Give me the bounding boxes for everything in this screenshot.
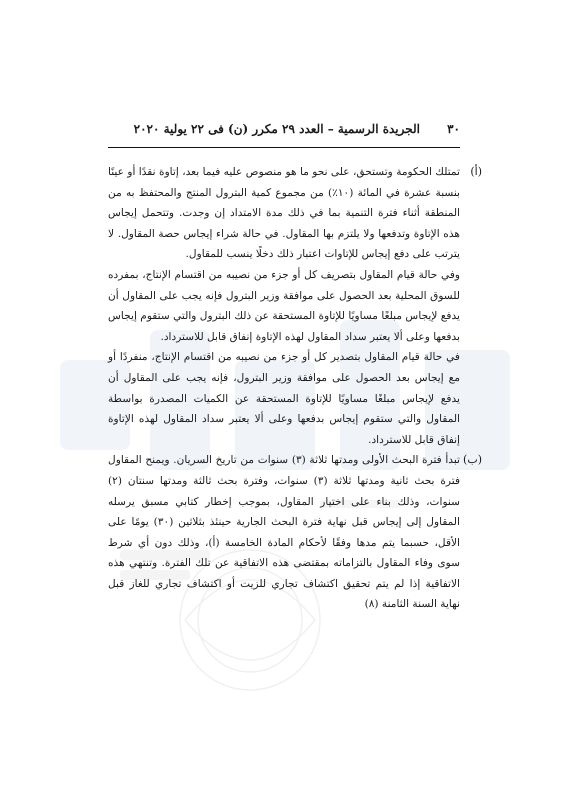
paragraph-export [108, 347, 460, 450]
header-divider [108, 147, 460, 148]
gazette-title: الجريدة الرسمية – العدد ٢٩ مكرر (ن) فى ٢٢ يولية ٢٠٢٠ [133, 122, 420, 136]
page-header [108, 118, 460, 140]
paragraph-text: وفي حالة قيام المقاول بتصريف كل أو جزء من نصيبه من اقتسام الإنتاج، بمفرده للسوق المحلية بعد الحصول على موافقة وزير البترول فإنه يجب على المقاول أن يدفع لإيجاس مبلغًا مساويًا للإتاوة المستحقة عن ذلك البترول والتي ستقوم إيجاس بدفعها وعلى ألا يعتبر سداد المقاول لهذه الإتاوة إنفاق قابل للاسترداد. [108, 268, 460, 343]
paragraph-text: في حالة قيام المقاول بتصدير كل أو جزء من نصيبه من اقتسام الإنتاج، منفردًا أو مع إيجاس بعد الحصول على موافقة وزير البترول، فإنه يجب على المقاول أن يدفع لإيجاس مبلغًا مساويًا للإتاوة المستحقة عن الكميات المصدرة بواسطة المقاول والتي ستقوم إيجاس بدفعها وعلى ألا يعتبر سداد المقاول لهذه الإتاوة إنفاق قابل للاسترداد. [108, 351, 460, 446]
paragraph-marker: (ب) [463, 453, 482, 467]
paragraph-a [108, 162, 482, 265]
page-number: ٣٠ [447, 122, 460, 136]
paragraph-text: تمتلك الحكومة وتستحق، على نحو ما هو منصوص عليه فيما بعد، إتاوة نقدًا أو عينًا بنسبة عشرة في المائة (١٠٪) من مجموع كمية البترول المنتج والمحتفظ به من المنطقة أثناء فترة التنمية بما في ذلك مدة الامتداد إن وجدت. وتتحمل إيجاس هذه الإتاوة وتدفعها ولا يلتزم بها المقاول. في حالة شراء إيجاس حصة المقاول. لا يترتب على دفع إيجاس للإتاوات اعتبار ذلك دخلًا ينسب للمقاول. [108, 166, 460, 261]
paragraph-text: تبدأ فترة البحث الأولى ومدتها ثلاثة (٣) سنوات من تاريخ السريان. ويمنح المقاول فترة بحث ثانية ومدتها ثلاثة (٣) سنوات، وفترة بحث ثالثة ومدتها سنتان (٢) سنوات، وذلك بناء على اختيار المقاول، بموجب إخطار كتابي مسبق يرسله المقاول إلى إيجاس قبل نهاية فترة البحث الجارية حينئذ بثلاثين (٣٠) يومًا على الأقل، حسبما يتم مدها وفقًا لأحكام المادة الخامسة (أ)، وذلك دون أي شرط سوى وفاء المقاول بالتزاماته بمقتضى هذه الاتفاقية عن تلك الفترة. وتنتهي هذه الاتفاقية إذا لم يتم تحقيق اكتشاف تجاري للزيت أو اكتشاف تجاري للغاز قبل نهاية السنة الثامنة (٨) [108, 454, 461, 611]
article-body [108, 162, 482, 615]
paragraph-local-market [108, 265, 460, 347]
paragraph-marker: (أ) [470, 165, 482, 178]
paragraph-b [108, 450, 482, 615]
